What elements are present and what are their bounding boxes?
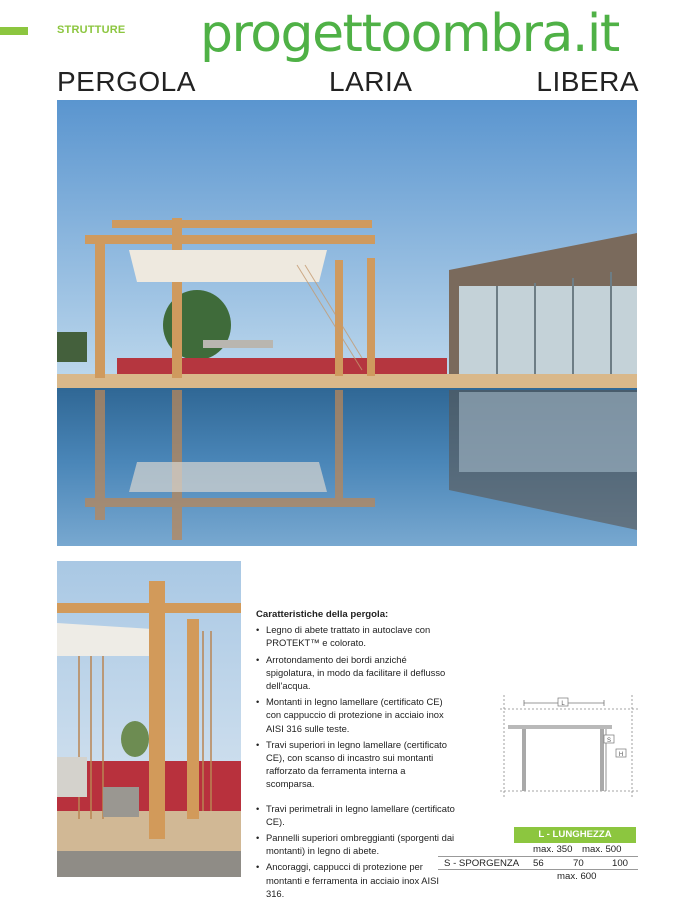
features-list xyxy=(256,623,456,900)
section-label: STRUTTURE xyxy=(57,24,126,36)
dimensions-row-max-600 xyxy=(438,869,638,882)
accent-bar xyxy=(0,27,28,35)
dimensions-header: L - LUNGHEZZA xyxy=(514,827,636,843)
feature-item: • Montanti in legno lamellare (certificato CE) con cappuccio di protezione in acciaio inox AISI 316 sulle teste. xyxy=(256,695,456,735)
sporgenza-label: S - SPORGENZA xyxy=(444,858,520,869)
dimension-diagram xyxy=(500,695,638,799)
title-word-pergola: PERGOLA xyxy=(57,66,196,97)
sporgenza-value: 100 xyxy=(612,858,629,869)
feature-item: • Travi superiori in legno lamellare (certificato CE), con scanso di incastro sui montanti rafforzato da ferramenta interna a scomparsa. xyxy=(256,738,456,791)
dim-max-350: max. 350 xyxy=(533,844,573,855)
feature-item: • Pannelli superiori ombreggianti (sporgenti dai montanti) in legno di abete. xyxy=(256,831,456,857)
product-title xyxy=(57,66,639,100)
sporgenza-value: 70 xyxy=(573,858,584,869)
dimensions-table xyxy=(438,827,638,882)
feature-item: • Ancoraggi, cappucci di protezione per montanti e ferramenta in acciaio inox AISI 316. xyxy=(256,860,456,900)
feature-item: • Travi perimetrali in legno lamellare (certificato CE). xyxy=(256,802,456,828)
dim-max-600: max. 600 xyxy=(557,871,597,882)
dimensions-row-sporgenza xyxy=(438,856,638,869)
diagram-label-s: S xyxy=(606,738,612,744)
diagram-label-h: H xyxy=(618,752,624,758)
hero-photo xyxy=(57,100,637,546)
detail-photo xyxy=(57,561,241,877)
dimensions-row-max xyxy=(438,843,638,856)
brand-logo: progettoombra.it xyxy=(200,4,619,64)
diagram-label-l: L xyxy=(561,701,565,707)
feature-item: • Legno di abete trattato in autoclave con PROTEKT™ e colorato. xyxy=(256,623,456,649)
dim-max-500: max. 500 xyxy=(582,844,622,855)
title-word-libera: LIBERA xyxy=(536,66,639,97)
sporgenza-value: 56 xyxy=(533,858,544,869)
features-block xyxy=(256,608,456,903)
title-word-laria: LARIA xyxy=(329,66,413,97)
features-heading: Caratteristiche della pergola: xyxy=(256,609,389,620)
feature-item: • Arrotondamento dei bordi anziché spigolatura, in modo da facilitare il deflusso dell'acqua. xyxy=(256,653,456,693)
